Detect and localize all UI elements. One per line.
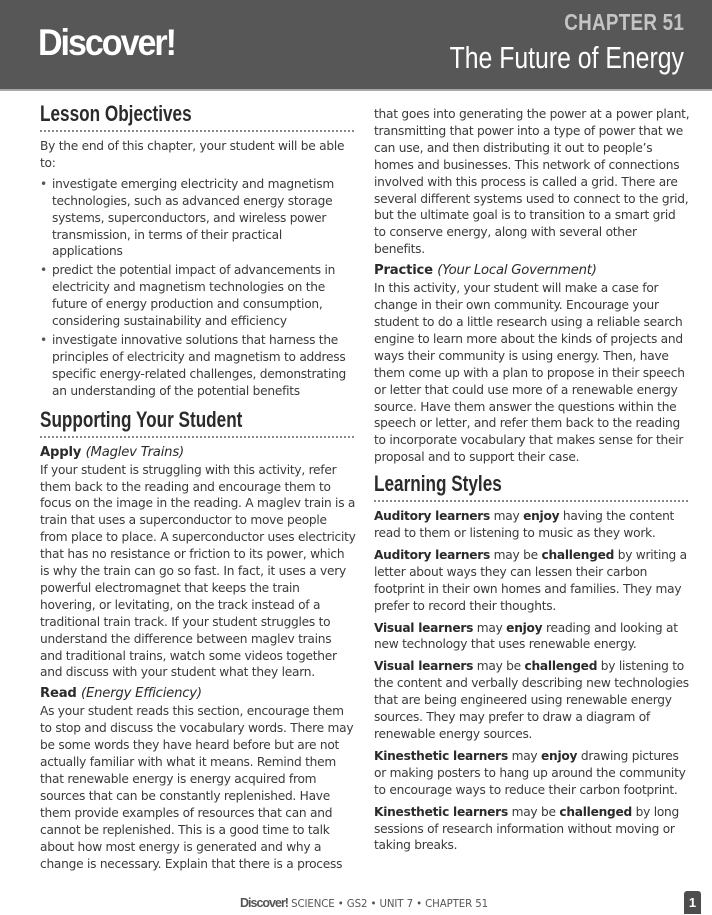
connector: may be [507,804,560,819]
preference: enjoy [523,509,560,524]
practice-text: In this activity, your student will make a case for change in their own community. Encourage your student to do a little research using a reliable search engine to learn more about the kinds of projects and ways their community is using energy. Then, have them come up with a plan to propose in their speech or letter that could use more of a renewable energy source. Have them answer the questions within the speech or letter, and refer them back to the reading to incorporate vocabulary that makes sense for their proposal and to support their case. [374,281,685,465]
practice-topic: (Your Local Government) [437,263,597,279]
connector: may [490,509,524,524]
description: reading and looking at new technology that uses renewable energy. [374,620,678,652]
practice-label: Practice [374,263,433,279]
page-number-badge: 1 [684,891,701,914]
learning-style-item [374,658,690,743]
preference: enjoy [506,620,543,635]
read-label: Read [40,686,77,702]
apply-label: Apply [40,444,82,460]
learner-type: Kinesthetic learners [374,804,508,819]
learner-type: Visual learners [374,659,474,674]
dotted-divider [374,500,688,502]
learning-style-item [374,547,690,615]
description: having the content read to them or listening to music as they work. [374,509,675,541]
learner-type: Auditory learners [374,547,491,562]
learning-style-item [374,620,690,654]
connector: may [473,620,507,635]
chapter-header [0,0,712,91]
read-topic: (Energy Efficiency) [81,686,202,702]
read-text-continued: that goes into generating the power at a power plant, transmitting that power into a type of power that we can use, and then distributing it out to people’s homes and businesses. This network of connections involved with this process is called a grid. There are several different systems used to connect to the grid, but the ultimate goal is to transition to a smart grid to conserve energy, along with several other benefits. [374,107,690,257]
description: by writing a letter about ways they can lessen their carbon footprint in their own homes and families. They may prefer to record their thoughts. [374,547,687,613]
read-heading [40,685,356,703]
objectives-list [40,176,356,400]
dotted-divider [40,436,354,438]
discover-logo: Discover! [38,22,175,63]
chapter-number: CHAPTER 51 [564,9,684,35]
practice-heading [374,262,690,280]
preference: challenged [524,659,598,674]
description: by long sessions of research information without moving or taking breaks. [374,804,680,853]
learning-style-item [374,508,690,542]
description: drawing pictures or making posters to hang up around the community to encourage ways to reduce their carbon footprint. [374,748,686,797]
learner-type: Auditory learners [374,509,491,524]
connector: may be [473,659,525,674]
preference: challenged [559,804,633,819]
right-column [374,106,690,859]
preference: enjoy [541,748,578,763]
objective-item: • investigate innovative solutions that harness the principles of electricity and magnetism to address specific energy-related challenges, demonstrating an understanding of the potential benefits [40,332,356,400]
objective-item: • predict the potential impact of advancements in electricity and magnetism technologies on the future of energy production and consumption, considering sustainability and efficiency [40,262,356,330]
learner-type: Kinesthetic learners [374,748,508,763]
connector: may be [490,547,542,562]
dotted-divider [40,130,354,132]
learning-style-item [374,748,690,799]
page-footer [240,896,488,910]
learning-styles-heading: Learning Styles [374,471,502,497]
footer-logo: Discover! [240,896,288,910]
preference: challenged [541,547,615,562]
objectives-intro: By the end of this chapter, your student will be able to: [40,139,345,170]
learning-style-item [374,804,690,855]
objective-item: • investigate emerging electricity and magnetism technologies, such as advanced energy storage systems, superconductors, and wireless power transmission, in terms of their practical applications [40,176,356,261]
apply-text: If your student is struggling with this activity, refer them back to the reading and encourage them to focus on the image in the reading. A maglev train is a train that uses a superconductor to move people from place to place. A superconductor uses electricity that has no resistance or friction to its power, which is why the train can go so fast. In fact, it uses a very powerful electromagnet that keeps the train hovering, or levitating, on the track instead of a traditional train track. If your student struggles to understand the difference between maglev trains and traditional trains, watch some videos together and discuss with your student what they learn. [40,462,356,680]
footer-text: SCIENCE • GS2 • UNIT 7 • CHAPTER 51 [287,899,488,910]
apply-topic: (Maglev Trains) [85,444,184,460]
lesson-objectives-heading: Lesson Objectives [40,101,192,126]
description: by listening to the content and verbally describing new technologies that are being engineered using renewable energy sources. They may prefer to draw a diagram of renewable energy sources. [374,659,689,741]
chapter-title: The Future of Energy [449,40,684,75]
connector: may [507,748,542,763]
left-column [40,100,356,876]
learner-type: Visual learners [374,620,474,635]
read-text: As your student reads this section, encourage them to stop and discuss the vocabulary words. There may be some words they have heard before but are not actually familiar with what it means. Remind them that renewable energy is energy acquired from sources that can be constantly replenished. Have them provide examples of resources that can and cannot be replenished. This is a good time to talk about how most energy is generated and why a change is necessary. Explain that there is a process [40,704,354,871]
learning-styles-list [374,508,690,854]
supporting-student-heading: Supporting Your Student [40,406,243,432]
apply-heading [40,444,356,462]
